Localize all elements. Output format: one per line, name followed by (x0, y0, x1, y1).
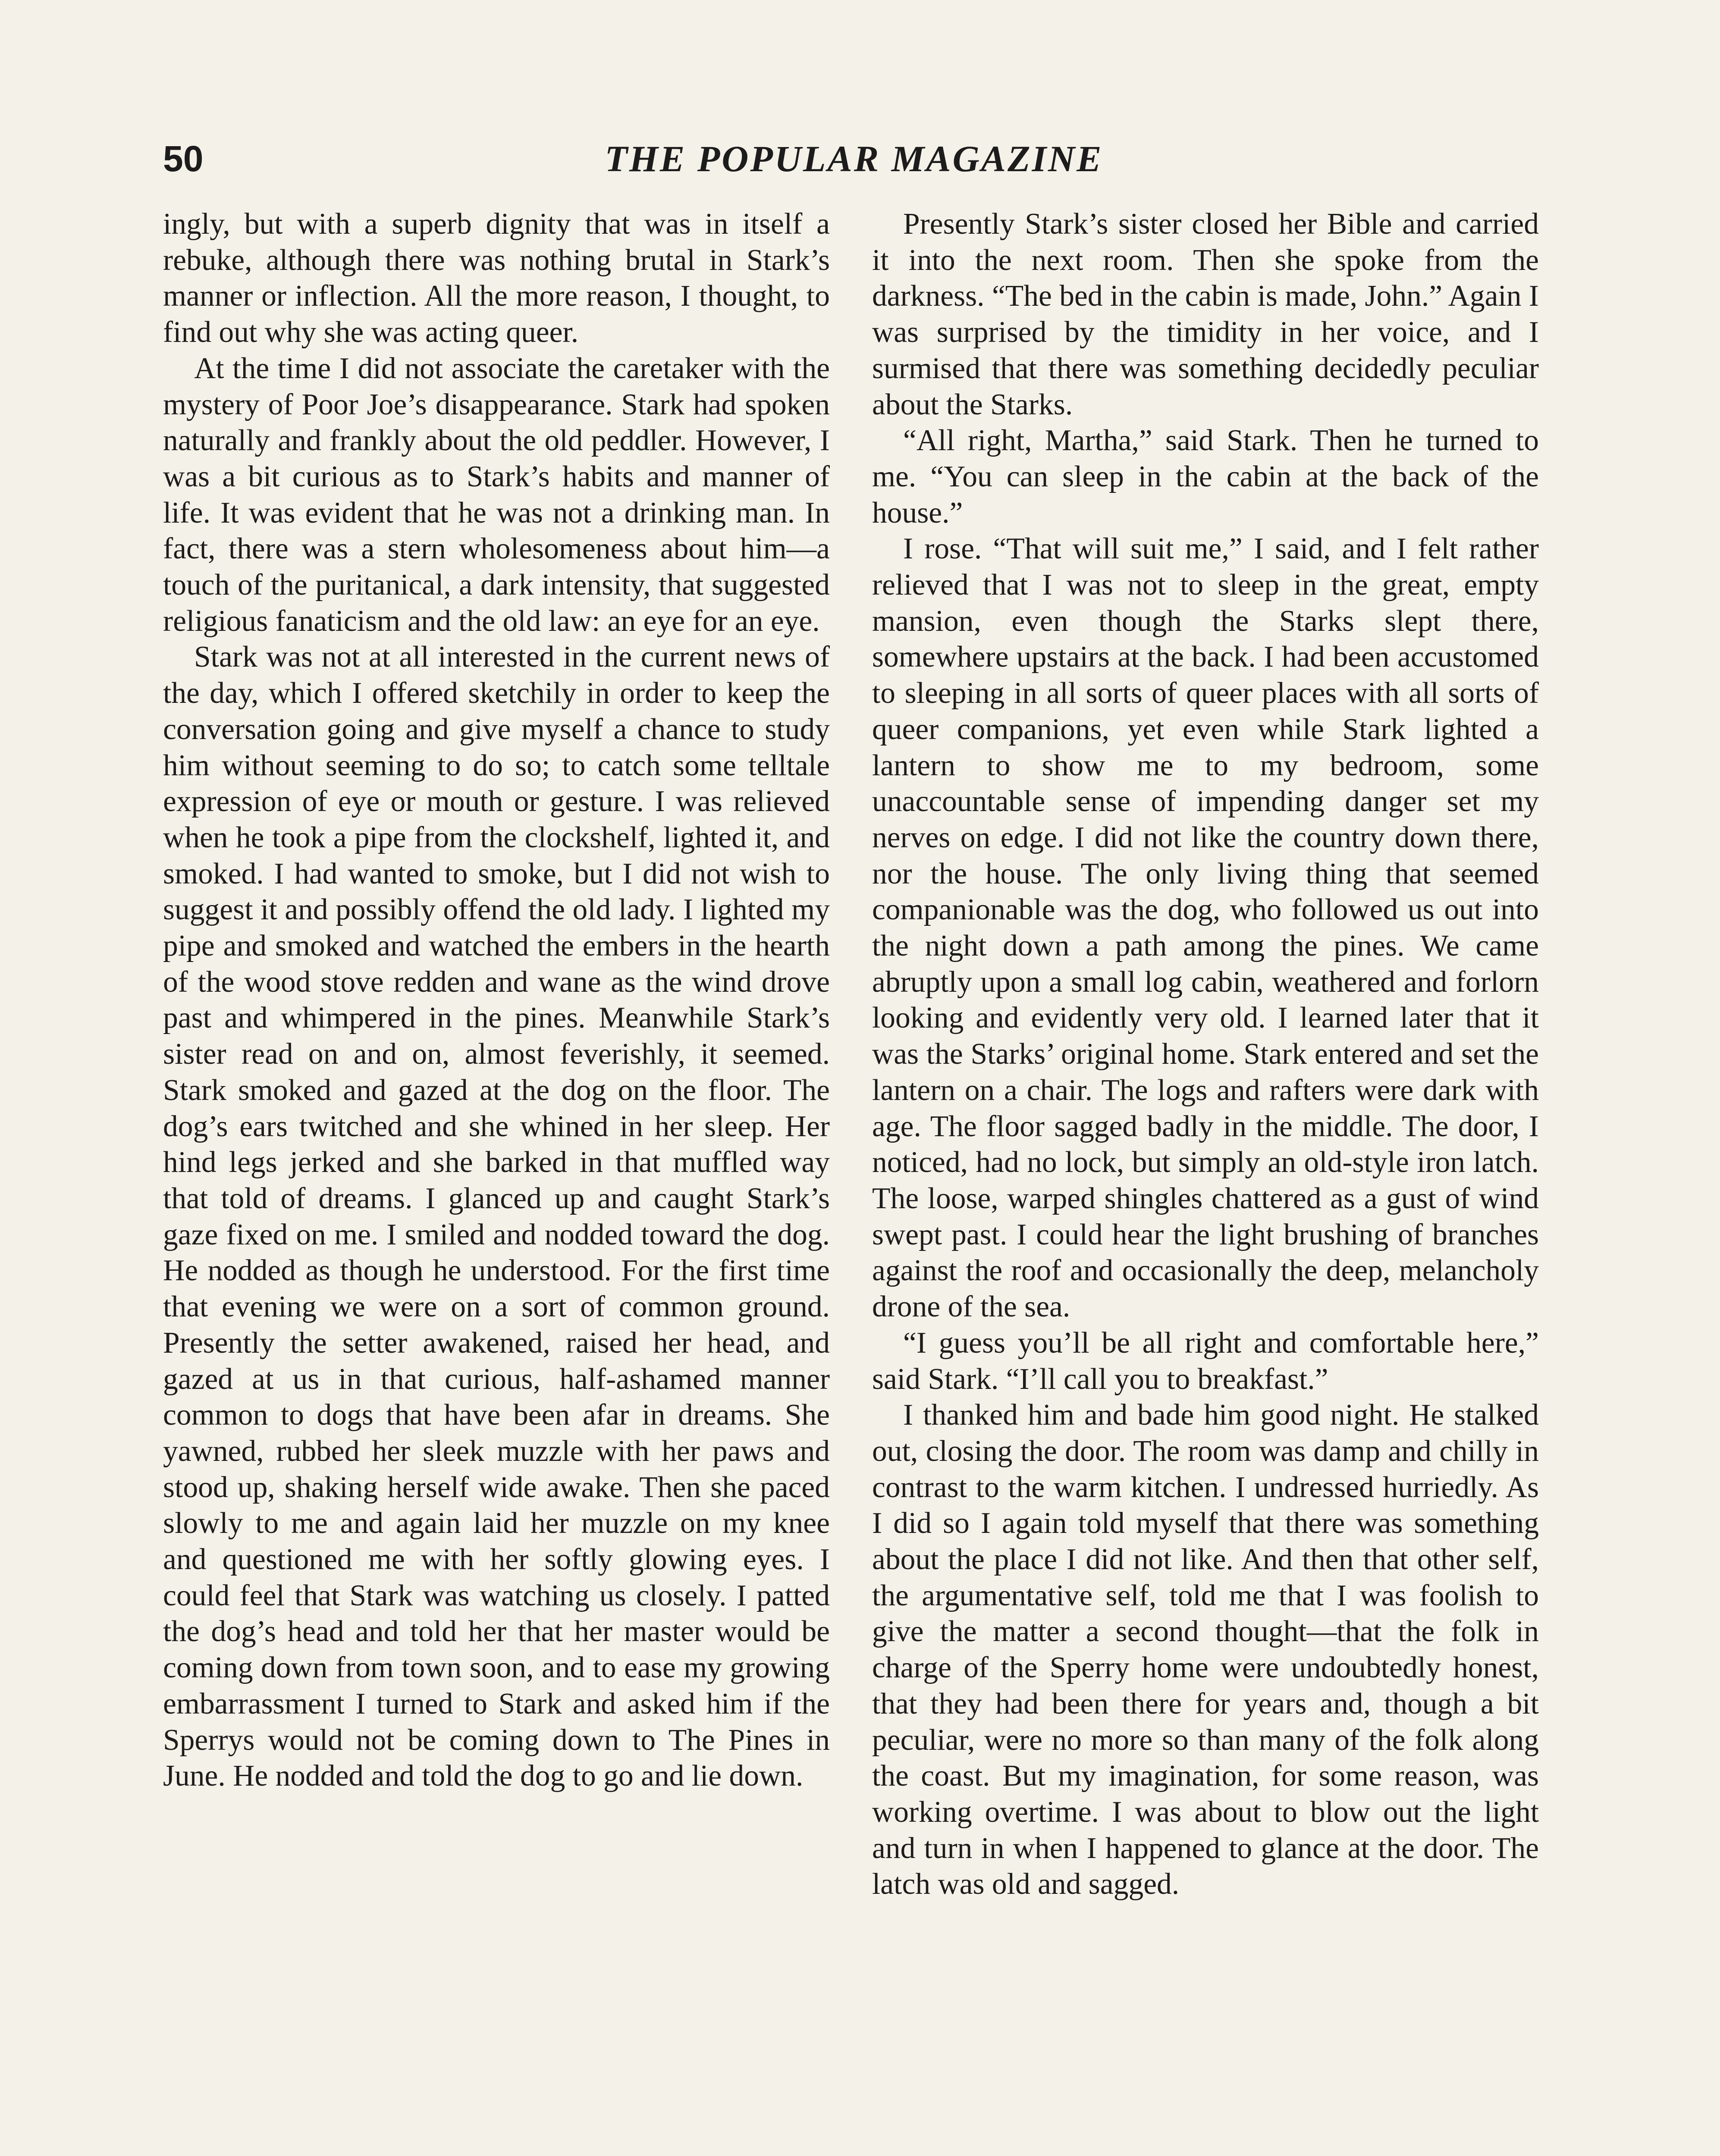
paragraph: “All right, Martha,” said Stark. Then he turned to me. “You can sleep in the cabin at the back of the house.” (872, 424, 1539, 530)
paragraph: Stark was not at all interested in the current news of the day, which I offered sketchily in order to keep the conversation going and give myself a chance to study him without seeming to do so; to catch some telltale expression of eye or mouth or gesture. I was relieved when he took a pipe from the clockshelf, lighted it, and smoked. I had wanted to smoke, but I did not wish to suggest it and possibly offend the old lady. I lighted my pipe and smoked and watched the embers in the hearth of the wood stove redden and wane as the wind drove past and whimpered in the pines. Meanwhile Stark’s sister read on and on, almost feverishly, it seemed. Stark smoked and gazed at the dog on the floor. The dog’s ears twitched and she whined in her sleep. Her hind legs jerked and she barked in that muffled way that told of dreams. I glanced up and caught Stark’s gaze fixed on me. I smiled and nodded toward the dog. He nodded as though he understood. For the first time that evening we were on a sort of common ground. Presently the setter awakened, raised her head, and gazed at us in that curious, half-ashamed manner common to dogs that have been afar in dreams. She yawned, rubbed her sleek muzzle with her paws and stood up, shaking herself wide awake. Then she paced slowly to me and again laid her muzzle on my knee and questioned me with her softly glowing eyes. I could feel that Stark was watching us closely. I patted the dog’s head and told her that her master would be coming down from town soon, and to ease my growing embarrassment I turned to Stark and asked him if the Sperrys would not be coming down to The Pines in June. He nodded and told the dog to go and lie down. (163, 640, 830, 1793)
paragraph: I rose. “That will suit me,” I said, and I felt rather relieved that I was not to sleep in the great, empty mansion, even though the Starks slept there, somewhere upstairs at the back. I had been accustomed to sleeping in all sorts of queer places with all sorts of queer companions, yet even while Stark lighted a lantern to show me to my bedroom, some unaccountable sense of impending danger set my nerves on edge. I did not like the country down there, nor the house. The only living thing that seemed companionable was the dog, who followed us out into the night down a path among the pines. We came abruptly upon a small log cabin, weathered and forlorn looking and evidently very old. I learned later that it was the Starks’ original home. Stark entered and set the lantern on a chair. The logs and rafters were dark with age. The floor sagged badly in the middle. The door, I noticed, had no lock, but simply an old-style iron latch. The loose, warped shingles chattered as a gust of wind swept past. I could hear the light brushing of branches against the roof and occasionally the deep, melancholy drone of the sea. (872, 532, 1539, 1324)
paragraph: I thanked him and bade him good night. He stalked out, closing the door. The room was damp and chilly in contrast to the warm kitchen. I undressed hurriedly. As I did so I again told myself that there was something about the place I did not like. And then that other self, the argumentative self, told me that I was foolish to give the matter a second thought—that the folk in charge of the Sperry home were undoubtedly honest, that they had been there for years and, though a bit peculiar, were no more so than many of the folk along the coast. But my imagination, for some reason, was working overtime. I was about to blow out the light and turn in when I happened to glance at the door. The latch was old and sagged. (872, 1398, 1539, 1901)
page-header (163, 137, 1545, 185)
paragraph: At the time I did not associate the caretaker with the mystery of Poor Joe’s disappearance. Stark had spoken naturally and frankly about the old peddler. However, I was a bit curious as to Stark’s habits and manner of life. It was evident that he was not a drinking man. In fact, there was a stern wholesomeness about him—a touch of the puritanical, a dark intensity, that suggested religious fanaticism and the old law: an eye for an eye. (163, 351, 830, 638)
right-column (872, 206, 1539, 1902)
paragraph: Presently Stark’s sister closed her Bible and carried it into the next room. Then she spoke from the darkness. “The bed in the cabin is made, John.” Again I was surprised by the timidity in her voice, and I surmised that there was something decidedly peculiar about the Starks. (872, 207, 1539, 421)
paragraph: “I guess you’ll be all right and comfortable here,” said Stark. “I’ll call you to breakfast.” (872, 1326, 1539, 1396)
left-column (163, 206, 830, 1794)
page-number: 50 (163, 138, 204, 179)
running-title: THE POPULAR MAGAZINE (605, 138, 1103, 179)
paragraph: ingly, but with a superb dignity that was in itself a rebuke, although there was nothing brutal in Stark’s manner or inflection. All the more reason, I thought, to find out why she was acting queer. (163, 207, 830, 349)
